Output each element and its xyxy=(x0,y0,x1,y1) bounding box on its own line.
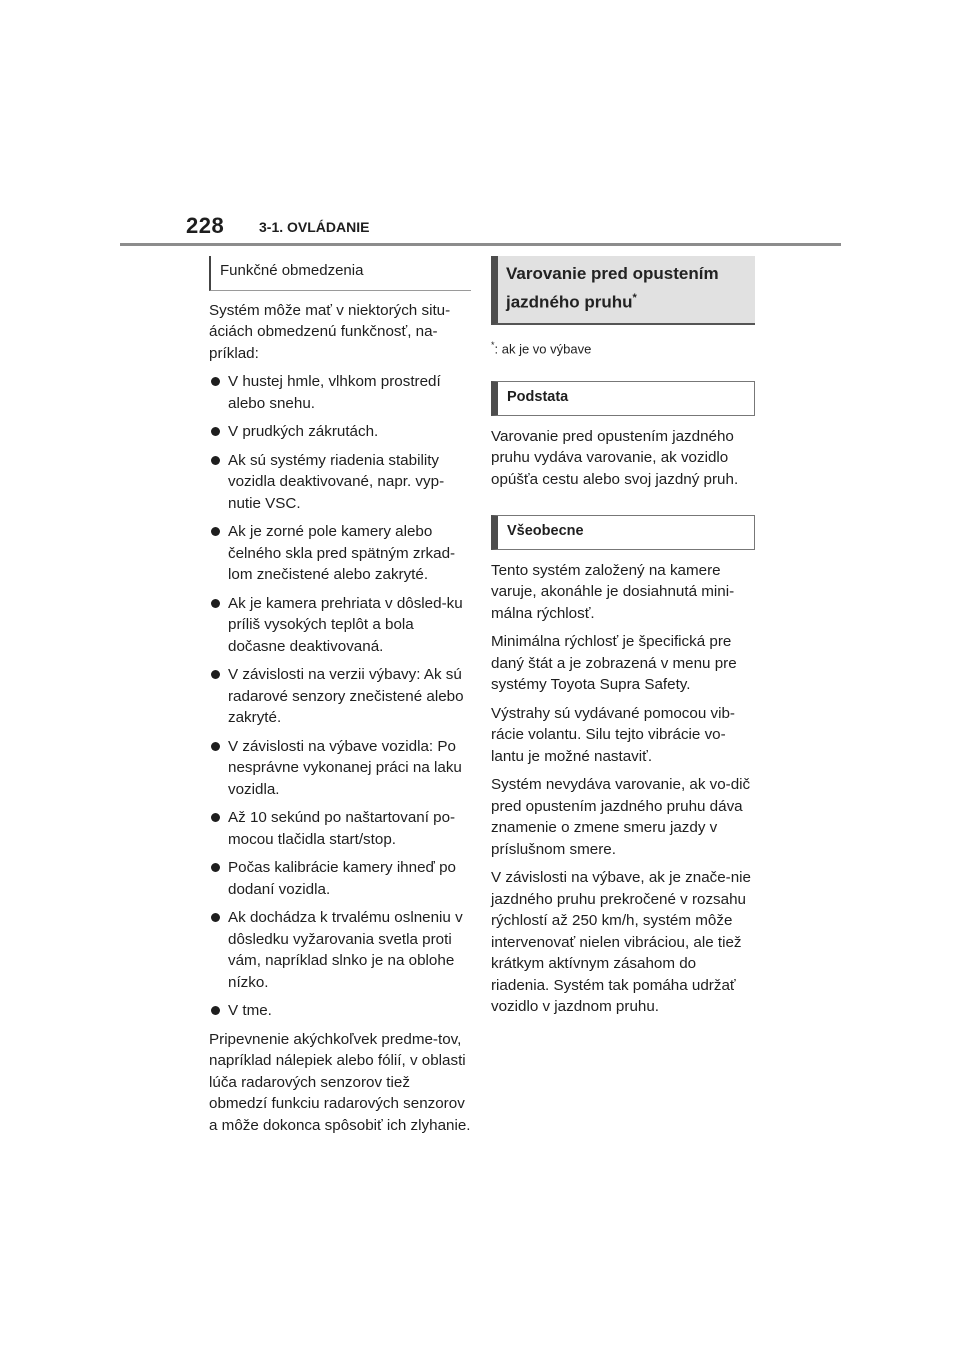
bullet-icon xyxy=(211,427,220,436)
section-title: 3-1. OVLÁDANIE xyxy=(259,219,370,235)
subheading-principle: Podstata xyxy=(491,381,755,416)
bullet-icon xyxy=(211,742,220,751)
bullet-icon xyxy=(211,863,220,872)
list-item: V závislosti na výbave vozidla: Po nesprávne vykonanej práci na laku vozidla. xyxy=(209,736,471,801)
list-item: Ak sú systémy riadenia stability vozidla deaktivované, napr. vyp-nutie VSC. xyxy=(209,450,471,515)
header-divider xyxy=(120,243,841,246)
left-column xyxy=(209,256,471,1143)
list-item: V prudkých zákrutách. xyxy=(209,421,471,443)
list-item: V tme. xyxy=(209,1000,471,1022)
bullet-icon xyxy=(211,1006,220,1015)
bullet-icon xyxy=(211,377,220,386)
list-item: Ak dochádza k trvalému oslneniu v dôsledku vyžarovania svetla proti vám, napríklad slnko je na oblohe nízko. xyxy=(209,907,471,993)
list-item: Počas kalibrácie kamery ihneď po dodaní vozidla. xyxy=(209,857,471,900)
general-paragraph: Systém nevydáva varovanie, ak vo-dič pred opustením jazdného pruhu dáva znamenie o zmene smeru jazdy v príslušnom smere. xyxy=(491,776,751,858)
list-item: V hustej hmle, vlhkom prostredí alebo snehu. xyxy=(209,371,471,414)
list-item: Až 10 sekúnd po naštartovaní po-mocou tlačidla start/stop. xyxy=(209,807,471,850)
subheading-general: Všeobecne xyxy=(491,515,755,550)
bullet-icon xyxy=(211,913,220,922)
list-item: Ak je kamera prehriata v dôsled-ku príliš vysokých teplôt a bola dočasne deaktivovaná. xyxy=(209,593,471,658)
principle-text: Varovanie pred opustením jazdného pruhu vydáva varovanie, ak vozidlo opúšťa cestu alebo svoj jazdný pruh. xyxy=(491,427,739,488)
general-paragraph: Výstrahy sú vydávané pomocou vib-rácie volantu. Silu tejto vibrácie vo-lantu je možné nastaviť. xyxy=(491,704,735,765)
radar-note: Pripevnenie akýchkoľvek predme-tov, napríklad nálepiek alebo fólií, v oblasti lúča radarových senzorov tiež obmedzí funkciu radarových senzorov a môže dokonca spôsobiť ich zlyhanie. xyxy=(209,1030,471,1134)
bullet-icon xyxy=(211,670,220,679)
bullet-icon xyxy=(211,527,220,536)
bullet-icon xyxy=(211,813,220,822)
general-paragraph: Tento systém založený na kamere varuje, akonáhle je dosiahnutá mini-málna rýchlosť. xyxy=(491,561,735,622)
availability-mark: * xyxy=(632,292,637,304)
section-heading-lane-departure: Varovanie pred opustením jazdného pruhu* xyxy=(491,256,755,325)
bullet-icon xyxy=(211,456,220,465)
subheading-functional-limits: Funkčné obmedzenia xyxy=(209,256,471,291)
general-paragraph: Minimálna rýchlosť je špecifická pre daný štát a je zobrazená v menu pre systémy Toyota Supra Safety. xyxy=(491,633,737,694)
page-number: 228 xyxy=(186,213,225,238)
general-paragraph: V závislosti na výbave, ak je znače-nie jazdného pruhu prekročené v rozsahu rýchlostí až 250 km/h, systém môže intervenovať nielen vibráciou, ale tiež krátkym aktívnym zásahom do riadenia. Systém tak pomáha udržať vozidlo v jazdnom pruhu. xyxy=(491,869,752,1016)
list-item: Ak je zorné pole kamery alebo čelného skla pred spätným zrkad-lom znečistené alebo zakryté. xyxy=(209,521,471,586)
limits-intro: Systém môže mať v niektorých situ-áciách obmedzenú funkčnosť, na-príklad: xyxy=(209,301,451,362)
availability-footnote: *: ak je vo výbave xyxy=(491,339,592,356)
right-column xyxy=(491,256,755,1025)
limits-list xyxy=(209,371,471,1022)
list-item: V závislosti na verzii výbavy: Ak sú radarové senzory znečistené alebo zakryté. xyxy=(209,664,471,729)
bullet-icon xyxy=(211,599,220,608)
